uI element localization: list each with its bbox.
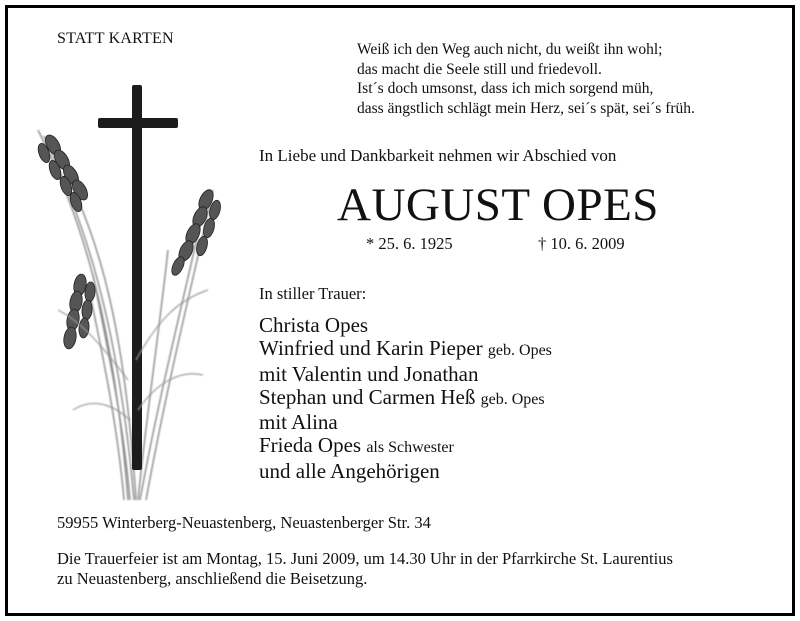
farewell-intro: In Liebe und Dankbarkeit nehmen wir Abschied von — [259, 146, 617, 165]
deceased-name: AUGUST OPES — [337, 179, 659, 231]
mourner-row — [259, 337, 552, 362]
wheat-ear-lower-left — [62, 273, 96, 350]
poem-line: das macht die Seele still und friedevoll. — [357, 60, 602, 78]
funeral-line: Die Trauerfeier ist am Montag, 15. Juni 2009, um 14.30 Uhr in der Pfarrkirche St. Laurentius — [57, 549, 673, 568]
mourner-note: als Schwester — [366, 439, 454, 457]
poem — [357, 40, 695, 118]
mourner-row — [259, 411, 552, 434]
mourner-note: geb. Opes — [480, 390, 545, 408]
mourner-name: Christa Opes — [259, 313, 369, 337]
statt-karten-label: STATT KARTEN — [57, 30, 174, 47]
cross-with-wheat-icon — [18, 80, 243, 510]
poem-line: Ist´s doch umsonst, dass ich mich sorgend müh, — [357, 80, 654, 97]
mourner-name: und alle Angehörigen — [259, 458, 440, 483]
mourner-row — [259, 386, 552, 411]
mourner-name: Winfried und Karin Pieper — [259, 336, 483, 361]
address: 59955 Winterberg-Neuastenberg, Neuastenberger Str. 34 — [57, 513, 431, 532]
mourner-row — [259, 434, 552, 459]
mourner-name: Frieda Opes — [259, 433, 362, 458]
mourner-row — [259, 363, 552, 386]
poem-line: Weiß ich den Weg auch nicht, du weißt ihn wohl; — [357, 41, 663, 58]
poem-line: dass ängstlich schlägt mein Herz, sei´s spät, sei´s früh. — [357, 99, 695, 117]
mourners-heading: In stiller Trauer: — [259, 284, 367, 303]
funeral-line: zu Neuastenberg, anschließend die Beisetzung. — [57, 569, 368, 588]
mourner-row — [259, 314, 552, 337]
mourners-list — [259, 314, 552, 483]
mourner-row — [259, 460, 552, 483]
mourner-note: geb. Opes — [487, 342, 552, 360]
cross — [98, 85, 178, 470]
death-date: † 10. 6. 2009 — [538, 234, 625, 253]
funeral-notice — [57, 549, 673, 589]
mourner-name: Stephan und Carmen Heß — [259, 384, 476, 409]
mourner-name: mit Alina — [259, 410, 338, 435]
mourner-name: mit Valentin und Jonathan — [259, 361, 479, 386]
wheat-ear-left — [36, 132, 91, 213]
birth-date: * 25. 6. 1925 — [366, 234, 453, 253]
